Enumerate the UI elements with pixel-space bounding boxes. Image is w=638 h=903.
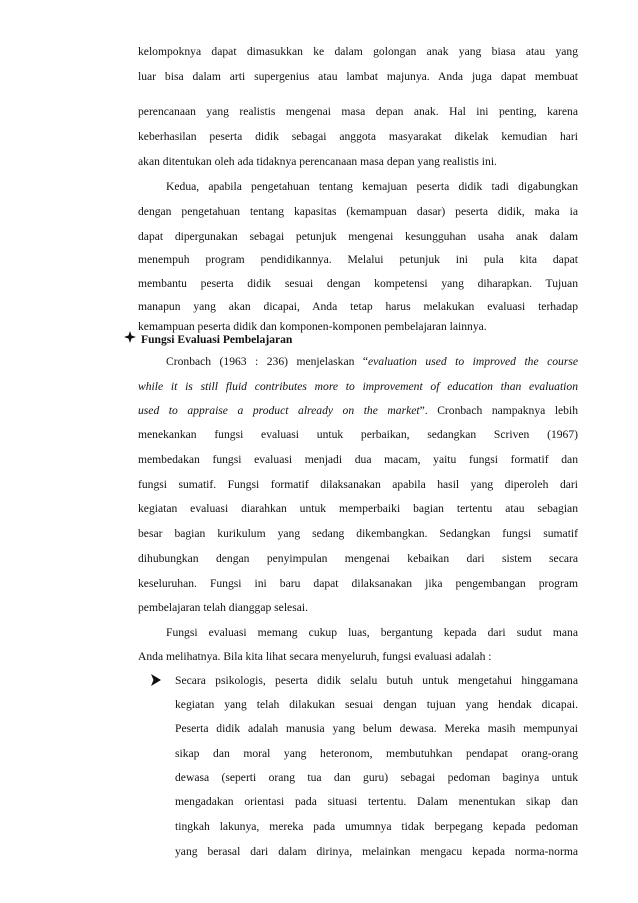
paragraph-line: membantu peserta didik sesuai dengan kompetensi yang diharapkan. Tujuan: [138, 277, 578, 290]
bullet-line: mengadakan orientasi pada situasi tertentu. Dalam menentukan sikap dan: [175, 795, 578, 808]
paragraph-line: menempuh program pendidikannya. Melalui petunjuk ini pula kita dapat: [138, 253, 578, 266]
paragraph-line: [166, 355, 578, 369]
bullet-line: sikap dan moral yang heteronom, membutuhkan pendapat orang-orang: [175, 747, 578, 760]
italic-quote: evaluation used to improved the course: [368, 355, 578, 368]
arrow-bullet-icon: [150, 674, 162, 689]
paragraph-line: besar bagian kurikulum yang sedang dikembangkan. Sedangkan fungsi sumatif: [138, 527, 578, 540]
paragraph-line: membedakan fungsi evaluasi menjadi dua macam, yaitu fungsi formatif dan: [138, 453, 578, 466]
paragraph-line: menekankan fungsi evaluasi untuk perbaikan, sedangkan Scriven (1967): [138, 428, 578, 441]
text-run: ”. Cronbach nampaknya lebih: [419, 404, 578, 417]
diamond-bullet-icon: [123, 331, 137, 347]
paragraph-line: perencanaan yang realistis mengenai masa depan anak. Hal ini penting, karena: [138, 105, 578, 118]
paragraph-line: kemampuan peserta didik dan komponen-komponen pembelajaran lainnya.: [138, 320, 487, 333]
paragraph-line: kegiatan evaluasi diarahkan untuk memperbaiki bagian tertentu atau sebagian: [138, 502, 578, 515]
paragraph-line: [138, 404, 578, 418]
bullet-line: dewasa (seperti orang tua dan guru) sebagai pedoman baginya untuk: [175, 771, 578, 784]
paragraph-line: [138, 380, 578, 394]
paragraph-line: fungsi sumatif. Fungsi formatif dilaksanakan apabila hasil yang diperoleh dari: [138, 478, 578, 491]
paragraph-line: luar bisa dalam arti supergenius atau lambat majunya. Anda juga dapat membuat: [138, 70, 578, 83]
paragraph-line: manapun yang akan dicapai, Anda tetap harus melakukan evaluasi terhadap: [138, 300, 578, 313]
paragraph-line: keberhasilan peserta didik sebagai anggota masyarakat dikelak kemudian hari: [138, 130, 578, 143]
section-heading: [123, 331, 292, 347]
bullet-line: Secara psikologis, peserta didik selalu butuh untuk mengetahui hinggamana: [175, 674, 578, 687]
paragraph-line: Kedua, apabila pengetahuan tentang kemajuan peserta didik tadi digabungkan: [166, 180, 578, 193]
italic-quote: while it is still fluid contributes more to improvement of education than evaluation: [138, 380, 578, 393]
italic-quote: used to appraise a product already on the market: [138, 404, 420, 417]
paragraph-line: Anda melihatnya. Bila kita lihat secara menyeluruh, fungsi evaluasi adalah :: [138, 650, 492, 663]
text-run: Cronbach (1963 : 236) menjelaskan “: [166, 355, 369, 368]
bullet-line: kegiatan yang telah dilakukan sesuai dengan tujuan yang hendak dicapai.: [175, 698, 578, 711]
paragraph-line: dapat dipergunakan sebagai petunjuk mengenai kesungguhan usaha anak dalam: [138, 230, 578, 243]
paragraph-line: Fungsi evaluasi memang cukup luas, bergantung kepada dari sudut mana: [166, 626, 578, 639]
paragraph-line: keseluruhan. Fungsi ini baru dapat dilaksanakan jika pengembangan program: [138, 577, 578, 590]
paragraph-line: kelompoknya dapat dimasukkan ke dalam golongan anak yang biasa atau yang: [138, 45, 578, 58]
paragraph-line: dihubungkan dengan penyimpulan mengenai kebaikan dari sistem secara: [138, 552, 578, 565]
bullet-line: Peserta didik adalah manusia yang belum dewasa. Mereka masih mempunyai: [175, 722, 578, 735]
section-heading-text: Fungsi Evaluasi Pembelajaran: [141, 333, 293, 346]
paragraph-line: akan ditentukan oleh ada tidaknya perencanaan masa depan yang realistis ini.: [138, 155, 497, 168]
bullet-line: yang berasal dari dalam dirinya, melainkan mengacu kepada norma-norma: [175, 845, 578, 858]
paragraph-line: pembelajaran telah dianggap selesai.: [138, 601, 308, 614]
paragraph-line: dengan pengetahuan tentang kapasitas (kemampuan dasar) peserta didik, maka ia: [138, 205, 578, 218]
bullet-line: tingkah lakunya, mereka pada umumnya tidak berpegang kepada pedoman: [175, 820, 578, 833]
